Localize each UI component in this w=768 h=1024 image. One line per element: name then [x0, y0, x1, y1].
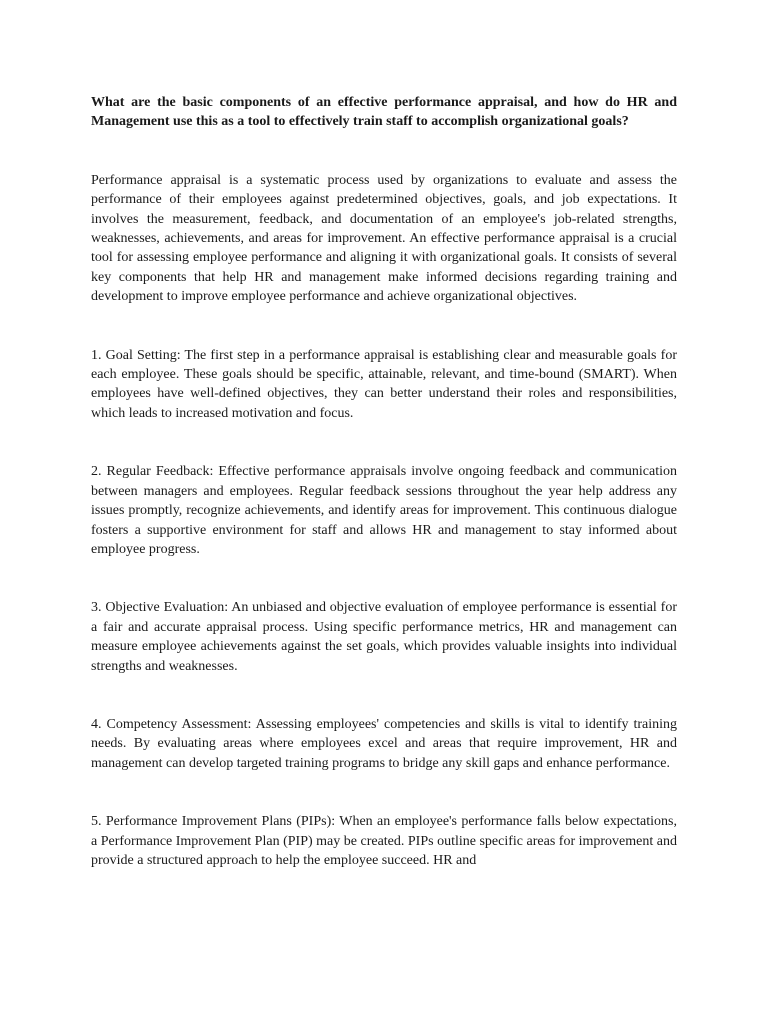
- spacer: [91, 773, 677, 812]
- spacer: [91, 423, 677, 462]
- component-goal-setting: 1. Goal Setting: The first step in a performance appraisal is establishing clear and measurable goals for each employee. These goals should be specific, attainable, relevant, and time-bound (SMART). When employees have well-defined objectives, they can better understand their roles and responsibilities, which leads to increased motivation and focus.: [91, 347, 677, 421]
- spacer: [91, 559, 677, 598]
- component-performance-improvement-plans: 5. Performance Improvement Plans (PIPs): When an employee's performance falls below expectations, a Performance Improvement Plan (PIP) may be created. PIPs outline specific areas for improvement and provide a structured approach to help the employee succeed. HR and: [91, 814, 677, 868]
- document-body: [91, 93, 677, 870]
- component-objective-evaluation: 3. Objective Evaluation: An unbiased and objective evaluation of employee performance is essential for a fair and accurate appraisal process. Using specific performance metrics, HR and management can measure employee achievements against the set goals, which provides valuable insights into individual strengths and weaknesses.: [91, 600, 677, 674]
- intro-paragraph: Performance appraisal is a systematic process used by organizations to evaluate and assess the performance of their employees against predetermined objectives, goals, and job expectations. It involves the measurement, feedback, and documentation of an employee's job-related strengths, weaknesses, achievements, and areas for improvement. An effective performance appraisal is a crucial tool for assessing employee performance and aligning it with organizational goals. It consists of several key components that help HR and management make informed decisions regarding training and development to improve employee performance and achieve organizational objectives.: [91, 172, 677, 305]
- spacer: [91, 132, 677, 171]
- component-competency-assessment: 4. Competency Assessment: Assessing employees' competencies and skills is vital to identify training needs. By evaluating areas where employees excel and areas that require improvement, HR and management can develop targeted training programs to bridge any skill gaps and enhance performance.: [91, 716, 677, 771]
- question-title: What are the basic components of an effective performance appraisal, and how do HR and Management use this as a tool to effectively train staff to accomplish organizational goals?: [91, 95, 677, 130]
- spacer: [91, 307, 677, 346]
- spacer: [91, 676, 677, 715]
- component-regular-feedback: 2. Regular Feedback: Effective performance appraisals involve ongoing feedback and communication between managers and employees. Regular feedback sessions throughout the year help address any issues promptly, recognize achievements, and identify areas for improvement. This continuous dialogue fosters a supportive environment for staff and allows HR and management to stay informed about employee progress.: [91, 464, 677, 557]
